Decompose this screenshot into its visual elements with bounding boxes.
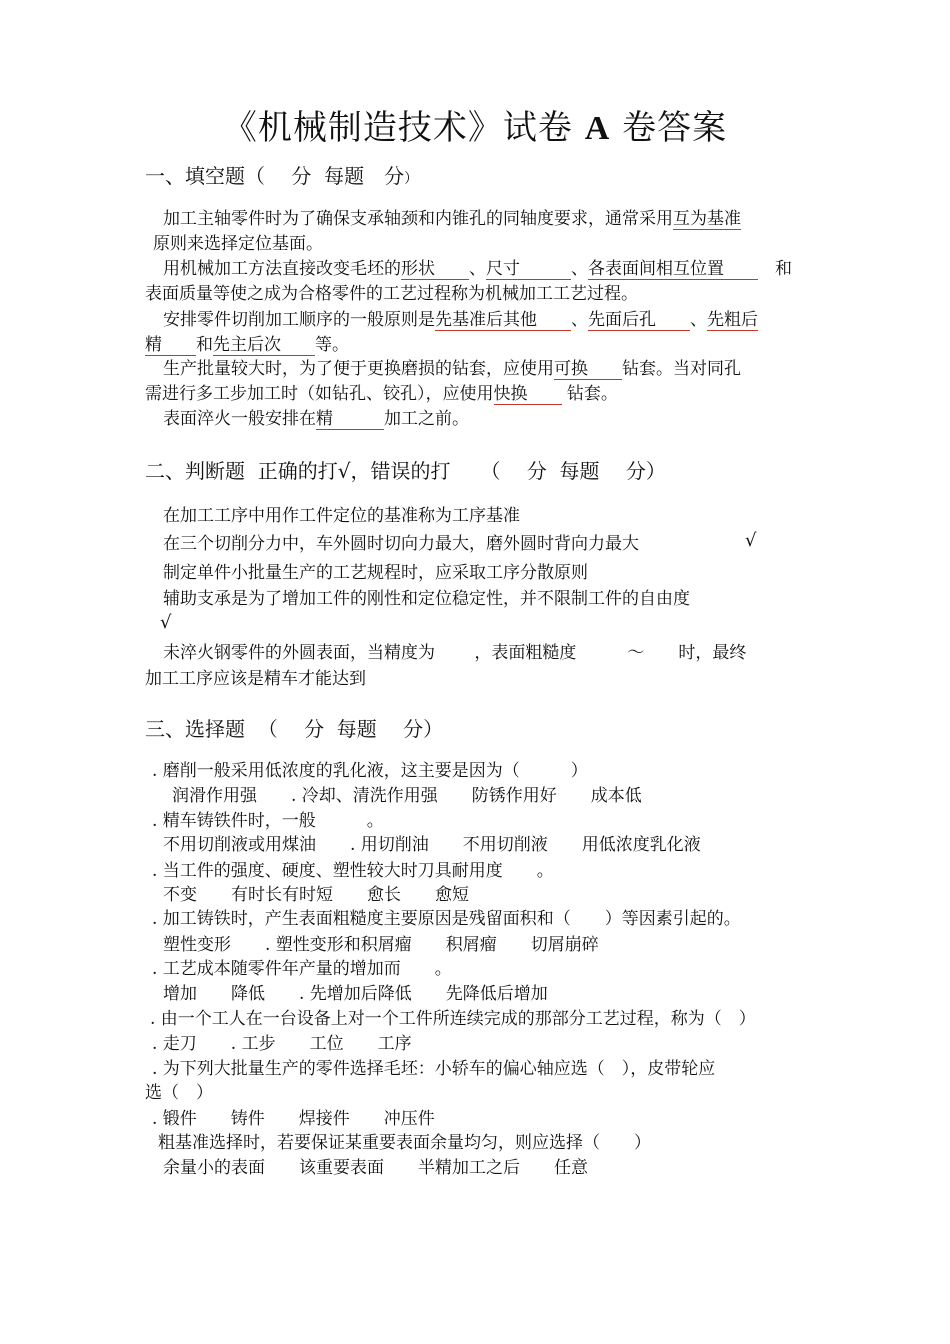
section-heading-text: 二、判断题 正确的打√，错误的打 （ 分 每题 分） — [145, 459, 666, 483]
question-text: 钻套。 — [566, 384, 618, 404]
question-text: 辅助支承是为了增加工件的刚性和定位稳定性，并不限制工件的自由度 — [163, 589, 690, 609]
separator: 、 — [571, 259, 588, 279]
option-text: 余量小的表面 该重要表面 半精加工之后 任意 — [163, 1158, 588, 1178]
section-heading-fill-blank — [145, 160, 418, 189]
check-mark: √ — [160, 612, 172, 633]
tf-q1 — [163, 505, 520, 527]
question-text: . 精车铸铁件时，一般 。 — [152, 811, 384, 831]
question-text: 等。 — [315, 335, 349, 355]
question-text: 钻套。当对同孔 — [622, 359, 741, 379]
fill-q2-line1 — [163, 258, 792, 280]
question-text: . 磨削一般采用低浓度的乳化液，这主要是因为（ ） — [152, 761, 588, 781]
question-text: 在加工工序中用作工件定位的基准称为工序基准 — [163, 506, 520, 526]
mc-q8-stem — [158, 1132, 651, 1154]
section-heading-text: 一、填空题（ 分 每题 分 — [145, 164, 405, 188]
question-text: . 加工铸铁时，产生表面粗糙度主要原因是残留面积和（ ）等因素引起的。 — [152, 909, 741, 929]
question-text: . 当工件的强度、硬度、塑性较大时刀具耐用度 。 — [152, 861, 554, 881]
question-text: . 由一个工人在一台设备上对一个工件所连续完成的那部分工艺过程，称为（ ） — [150, 1009, 756, 1029]
question-text: 用机械加工方法直接改变毛坯的 — [163, 259, 401, 279]
mc-q6-stem — [150, 1008, 756, 1030]
separator: 、 — [469, 259, 486, 279]
fill-q1-line2 — [153, 233, 323, 255]
mc-q8-options — [163, 1157, 588, 1179]
section-heading-text: 三、选择题 （ 分 每题 分） — [145, 717, 444, 741]
mc-q7-stem-line2 — [145, 1082, 213, 1104]
fill-q4-line1 — [163, 358, 741, 380]
title-paper-letter: A — [584, 110, 611, 147]
question-text: 粗基准选择时，若要保证某重要表面余量均匀，则应选择（ ） — [158, 1133, 651, 1153]
mc-q6-options — [152, 1033, 412, 1055]
option-text: 润滑作用强 . 冷却、清洗作用强 防锈作用好 成本低 — [172, 786, 642, 806]
mc-q1-options — [172, 785, 642, 807]
question-text: 需进行多工步加工时（如钻孔、铰孔），应使用 — [145, 384, 494, 404]
question-text: 在三个切削分力中，车外圆时切向力最大，磨外圆时背向力最大 — [163, 534, 639, 554]
tf-q3 — [163, 562, 588, 584]
mc-q7-options — [152, 1108, 435, 1130]
separator: 、 — [690, 310, 707, 330]
answer-text: 尺寸 — [486, 259, 571, 279]
tf-q4 — [163, 588, 690, 610]
mc-q5-stem — [152, 958, 452, 980]
mc-q5-options — [163, 983, 548, 1005]
separator: 、 — [571, 310, 588, 330]
fill-q1-line1 — [163, 208, 741, 230]
question-text: . 工艺成本随零件年产量的增加而 。 — [152, 959, 452, 979]
title-suffix: 卷答案 — [622, 108, 728, 148]
answer-text: 先基准后其他 — [435, 310, 571, 330]
mc-q3-stem — [152, 860, 554, 882]
fill-q2-line2 — [145, 283, 638, 305]
fill-q3-line2 — [145, 334, 349, 356]
fill-q5-line1 — [163, 408, 469, 430]
option-text: 不变 有时长有时短 愈长 愈短 — [163, 885, 469, 905]
mc-q2-options — [163, 834, 701, 856]
answer-text: 先主后次 — [213, 335, 315, 355]
option-text: 塑性变形 . 塑性变形和积屑瘤 积屑瘤 切屑崩碎 — [163, 935, 599, 955]
answer-text: 形状 — [401, 259, 469, 279]
question-text: 未淬火钢零件的外圆表面，当精度为 ，表面粗糙度 ～ 时，最终 — [163, 643, 747, 663]
page-title — [0, 100, 950, 149]
answer-text: 可换 — [554, 359, 622, 379]
option-text: . 锻件 铸件 焊接件 冲压件 — [152, 1109, 435, 1129]
option-text: 不用切削液或用煤油 . 用切削油 不用切削液 用低浓度乳化液 — [163, 835, 701, 855]
answer-text: 先面后孔 — [588, 310, 690, 330]
mc-q1-stem — [152, 760, 588, 782]
mc-q7-stem-line1 — [152, 1058, 715, 1080]
answer-text: 先粗后 — [707, 310, 758, 330]
question-text: 加工之前。 — [384, 409, 469, 429]
question-text: 选（ ） — [145, 1083, 213, 1103]
answer-text: 各表面间相互位置 — [588, 259, 758, 279]
section-heading-multiple-choice — [145, 713, 443, 742]
section-heading-close: ） — [404, 171, 419, 187]
question-text: 表面质量等使之成为合格零件的工艺过程称为机械加工工艺过程。 — [145, 284, 638, 304]
option-text: 增加 降低 . 先增加后降低 先降低后增加 — [163, 984, 548, 1004]
fill-q3-line1 — [163, 309, 758, 331]
question-text: . 为下列大批量生产的零件选择毛坯：小轿车的偏心轴应选（ ），皮带轮应 — [152, 1059, 716, 1079]
question-text: 原则来选择定位基面。 — [153, 234, 323, 254]
question-text: 安排零件切削加工顺序的一般原则是 — [163, 310, 435, 330]
mc-q4-stem — [152, 908, 741, 930]
question-text: 生产批量较大时，为了便于更换磨损的钻套，应使用 — [163, 359, 554, 379]
check-mark: √ — [745, 530, 757, 551]
option-text: . 走刀 . 工步 工位 工序 — [152, 1034, 412, 1054]
question-text: 和 — [196, 335, 213, 355]
mc-q3-options — [163, 884, 469, 906]
question-text: 加工主轴零件时为了确保支承轴颈和内锥孔的同轴度要求，通常采用 — [163, 209, 673, 229]
title-text: 《机械制造技术》试卷 — [222, 108, 573, 148]
fill-q4-line2 — [145, 383, 618, 405]
mc-q4-options — [163, 934, 599, 956]
tf-q5-line2 — [145, 668, 366, 690]
mc-q2-stem — [152, 810, 384, 832]
question-text: 制定单件小批量生产的工艺规程时，应采取工序分散原则 — [163, 563, 588, 583]
question-text: 表面淬火一般安排在 — [163, 409, 316, 429]
tf-q2 — [163, 533, 639, 555]
answer-text: 互为基准 — [673, 209, 741, 229]
section-heading-true-false — [145, 455, 666, 484]
answer-text: 精 — [316, 409, 384, 429]
answer-text: 精 — [145, 335, 196, 355]
question-text: 加工工序应该是精车才能达到 — [145, 669, 366, 689]
tf-q4-check-mark — [160, 612, 171, 634]
tf-q2-check-mark — [745, 530, 756, 552]
question-text: 和 — [775, 259, 792, 279]
tf-q5-line1 — [163, 642, 746, 664]
answer-text: 快换 — [493, 384, 562, 404]
